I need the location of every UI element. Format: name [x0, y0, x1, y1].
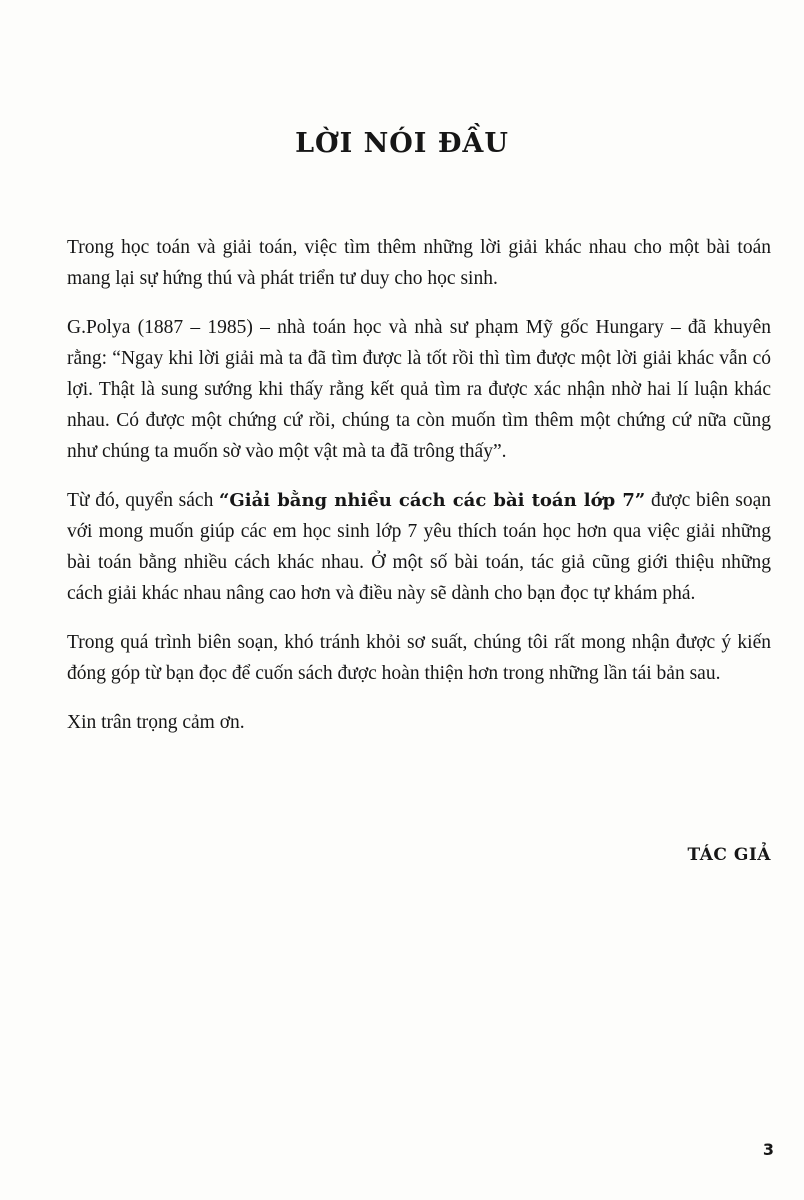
book-purpose-lead: Từ đó, quyển sách — [67, 490, 220, 511]
paragraph-intro: Trong học toán và giải toán, việc tìm thêm những lời giải khác nhau cho một bài toán mang lại sự hứng thú và phát triển tư duy cho học sinh. — [67, 237, 771, 289]
page-number: 3 — [762, 1140, 774, 1159]
book-purpose-rest: được biên soạn với mong muốn giúp các em học sinh lớp 7 yêu thích toán học hơn qua việc giải những bài toán bằng nhiều cách khác nhau. Ở một số bài toán, tác giả cũng giới thiệu những cách giải khác nhau nâng cao hơn và điều này sẽ dành cho bạn đọc tự khám phá. — [67, 490, 771, 604]
preface-body — [67, 232, 771, 738]
paragraph-book-purpose — [67, 485, 771, 609]
paragraph-thanks: Xin trân trọng cảm ơn. — [67, 712, 245, 733]
book-title-inline: “Giải bằng nhiều cách các bài toán lớp 7” — [219, 490, 646, 511]
paragraph-feedback: Trong quá trình biên soạn, khó tránh khỏi sơ suất, chúng tôi rất mong nhận được ý kiến đóng góp từ bạn đọc để cuốn sách được hoàn thiện hơn trong những lần tái bản sau. — [67, 632, 771, 684]
paragraph-polya-quote: G.Polya (1887 – 1985) – nhà toán học và nhà sư phạm Mỹ gốc Hungary – đã khuyên rằng: “Ngay khi lời giải mà ta đã tìm được là tốt rồi thì tìm được một lời giải khác vẫn có lợi. Thật là sung sướng khi thấy rằng kết quả tìm ra được xác nhận nhờ hai lí luận khác nhau. Có được một chứng cứ rồi, chúng ta còn muốn tìm thêm một chứng cứ nữa cũng như chúng ta muốn sờ vào một vật mà ta đã trông thấy”. — [67, 317, 771, 462]
author-signature: TÁC GIẢ — [687, 845, 771, 865]
page-title: LỜI NÓI ĐẦU — [295, 128, 509, 159]
